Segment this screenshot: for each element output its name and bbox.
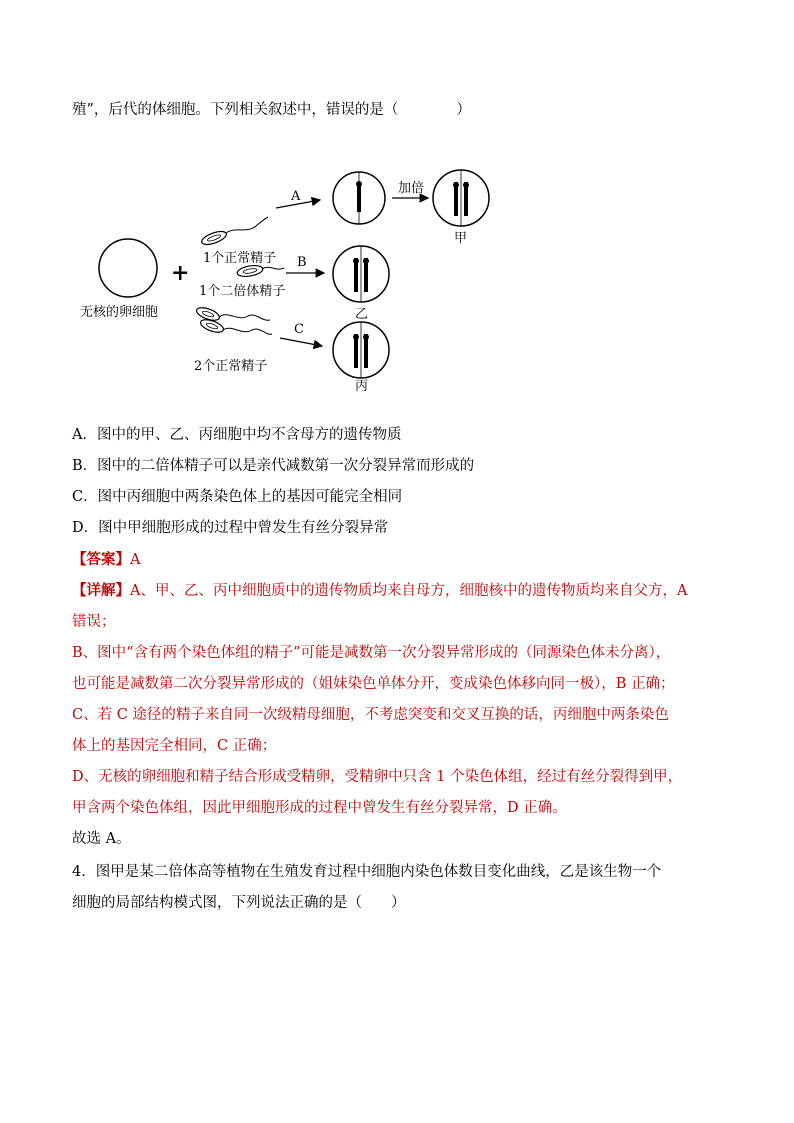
detail-label: 【详解】 — [72, 582, 130, 599]
arrow-c — [280, 338, 322, 346]
option-b: B．图中的二倍体精子可以是亲代减数第一次分裂异常而形成的 — [72, 458, 475, 474]
normal-sperm-pair — [195, 305, 272, 335]
detail-line-3: B、图中“含有两个染色体组的精子”可能是减数第一次分裂异常形成的（同源染色体未分离）， — [72, 645, 671, 661]
detail-line-7: D、无核的卵细胞和精子结合形成受精卵，受精卵中只含 1 个染色体组，经过有丝分裂得到甲， — [72, 769, 683, 785]
answer-value: A — [130, 552, 141, 568]
double-label: 加倍 — [398, 181, 425, 196]
egg-label: 无核的卵细胞 — [80, 305, 159, 320]
answer-label: 【答案】 — [72, 551, 130, 568]
sperm2-label: 1个二倍体精子 — [199, 284, 286, 299]
cell-bing — [333, 322, 389, 378]
sperm3-label: 2个正常精子 — [194, 359, 268, 374]
normal-sperm-1 — [200, 217, 268, 247]
egg-cell — [99, 239, 157, 297]
question-intro: 殖”，后代的体细胞。下列相关叙述中，错误的是（ ） — [72, 102, 471, 118]
fertilization-diagram — [0, 0, 794, 410]
cell-yi — [333, 246, 389, 302]
detail-line-6: 体上的基因完全相同，C 正确； — [72, 738, 277, 754]
detail-line-2: 错误； — [72, 614, 116, 630]
detail-text-1: A、甲、乙、丙中细胞质中的遗传物质均来自母方，细胞核中的遗传物质均来自父方，A — [130, 583, 688, 599]
detail-line-4: 也可能是减数第二次分裂异常形成的（姐妹染色单体分开，变成染色体移向同一极），B 正确； — [72, 676, 675, 692]
conclusion: 故选 A。 — [72, 831, 131, 847]
option-c: C．图中丙细胞中两条染色体上的基因可能完全相同 — [72, 489, 403, 505]
question4-line-2: 细胞的局部结构模式图，下列说法正确的是（ ） — [72, 895, 406, 911]
cell-bing-label: 丙 — [355, 379, 369, 394]
answer — [72, 550, 140, 570]
option-d: D．图中甲细胞形成的过程中曾发生有丝分裂异常 — [72, 520, 389, 536]
cell-yi-label: 乙 — [355, 307, 369, 322]
cell-jia-label: 甲 — [454, 231, 468, 246]
detail-line-5: C、若 C 途径的精子来自同一次级精母细胞，不考虑突变和交叉互换的话，丙细胞中两条染色 — [72, 707, 669, 723]
option-a: A．图中的甲、乙、丙细胞中均不含母方的遗传物质 — [72, 427, 402, 443]
zygote-cell-a — [333, 172, 385, 224]
question4-line-1: 4．图甲是某二倍体高等植物在生殖发育过程中细胞内染色体数目变化曲线，乙是该生物一个 — [72, 864, 662, 880]
detail-line-1 — [72, 581, 687, 601]
cell-jia — [433, 170, 489, 226]
path-b-label: B — [297, 255, 307, 270]
plus-sign: + — [171, 260, 190, 286]
sperm1-label: 1个正常精子 — [203, 251, 277, 266]
path-c-label: C — [294, 322, 304, 337]
detail-line-8: 甲含两个染色体组，因此甲细胞形成的过程中曾发生有丝分裂异常，D 正确。 — [72, 800, 567, 816]
path-a-label: A — [291, 189, 301, 204]
